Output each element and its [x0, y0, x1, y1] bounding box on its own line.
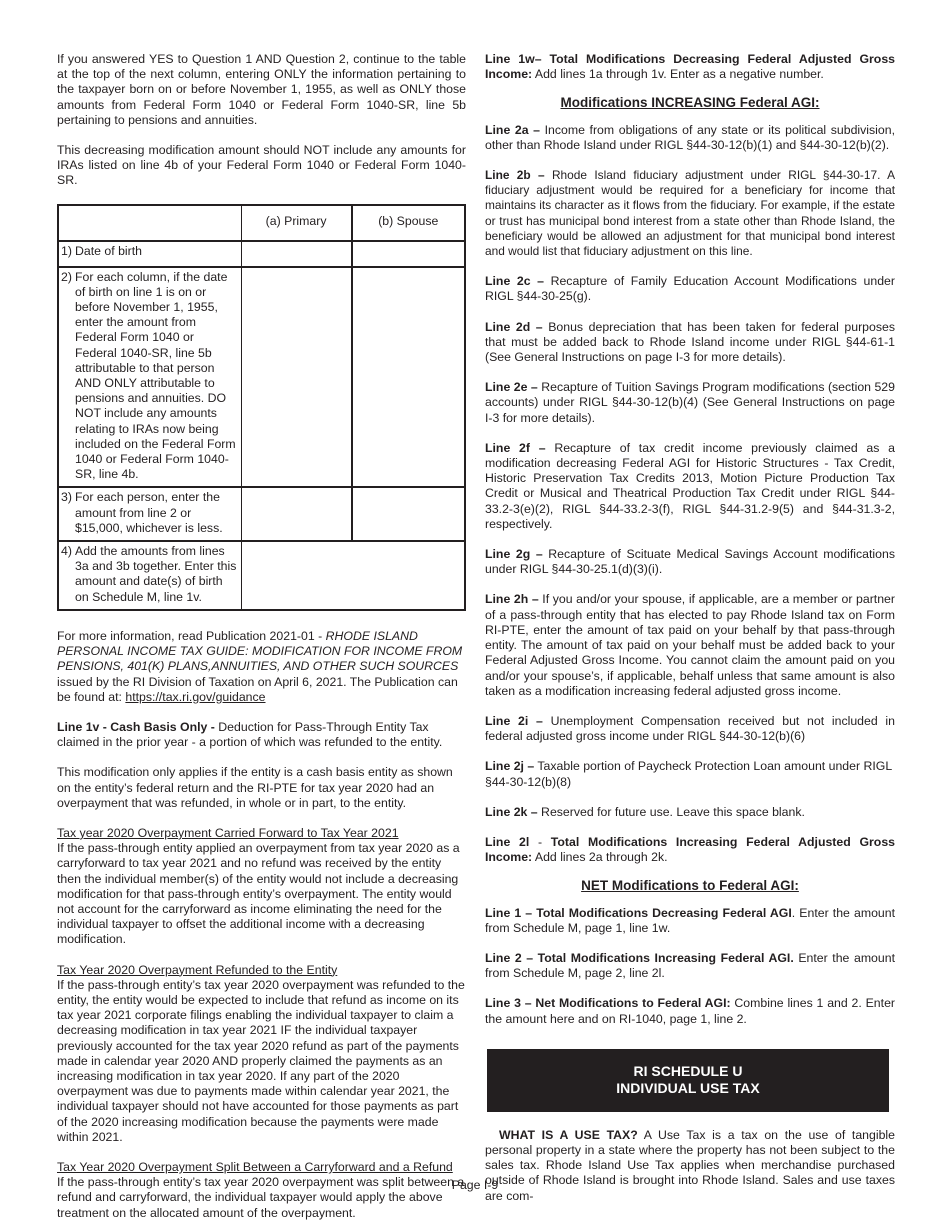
line-2l-text: Add lines 2a through 2k. — [532, 850, 668, 865]
line-label: Line 2c – — [485, 274, 544, 289]
table-row-label — [58, 267, 241, 488]
row-text: For each column, if the date of birth on line 1 is on or before November 1, 1955, enter the amount from Federal Form 1040 or Federal 1040-SR, line 5b attributable to that person AND ONLY attributable to pensions and annuities. DO NOT include any amounts relating to IRAs now being included on the Federal Form 1040 or Federal Form 1040-SR, line 4b. — [75, 269, 236, 482]
line-text: Recapture of Tuition Savings Program modifications (section 529 accounts) under RIGL §44-30-12(b)(4) (See General Instructions on page I-3 for more details). — [485, 380, 895, 425]
line-1v-label: Line 1v - Cash Basis Only - — [57, 719, 215, 734]
line-1v-explanation: This modification only applies if the entity is a cash basis entity as shown on the entity’s federal return and the RI-PTE for tax year 2020 had an overpayment that was refunded, in whole or in part, to the entity. — [57, 765, 453, 810]
row-number: 2) — [61, 269, 72, 284]
line-label: Line 2f – — [485, 440, 546, 455]
line-2g-paragraph — [485, 547, 895, 577]
line-label: Line 2a – — [485, 122, 541, 137]
banner-subtitle: INDIVIDUAL USE TAX — [616, 1079, 760, 1096]
spouse-pension-amount-field[interactable] — [352, 267, 465, 488]
carryforward-section — [57, 826, 466, 948]
line-text: Taxable portion of Paycheck Protection Loan amount under RIGL §44-30-12(b)(8) — [485, 759, 892, 789]
publication-title: RHODE ISLAND PERSONAL INCOME TAX GUIDE: MODIFICATION FOR INCOME FROM PENSIONS, 401(K) PLANS,ANNUITIES, AND OTHER SUCH SOURCES — [57, 628, 463, 674]
row-number: 3) — [61, 490, 72, 505]
line-2l-paragraph — [485, 835, 895, 865]
line-text: . Enter the amount from Schedule M, page 1, line 1w. — [485, 905, 896, 935]
pension-table — [57, 204, 466, 611]
line-2e-paragraph — [485, 380, 895, 426]
primary-dob-field[interactable] — [241, 241, 351, 267]
increasing-heading: Modifications INCREASING Federal AGI: — [560, 95, 820, 111]
line-2l-label: Line 2l — [485, 834, 530, 849]
row-number: 1) — [61, 243, 72, 258]
primary-pension-amount-field[interactable] — [241, 267, 351, 488]
line-text: Unemployment Compensation received but not included in federal adjusted gross income under RIGL §44-30-12(b)(6) — [485, 713, 895, 744]
line-1v-text: Deduction for Pass-Through Entity Tax claimed in the prior year - a portion of which was refunded to the entity. — [57, 719, 443, 750]
left-column — [57, 52, 466, 1221]
line-text: Recapture of Scituate Medical Savings Account modifications under RIGL §44-30-25.1(d)(3)(i). — [485, 547, 895, 577]
line-2a-paragraph — [485, 123, 895, 153]
line-1w-paragraph — [485, 52, 895, 82]
page-number: Page I-9 — [451, 1178, 499, 1192]
line-label: Line 2e – — [485, 380, 538, 395]
line-label: Line 2d – — [485, 319, 543, 334]
line-1v-paragraph — [57, 720, 466, 750]
table-row-label — [58, 241, 241, 267]
publication-prefix: For more information, read Publication 2021-01 - — [57, 628, 326, 643]
refunded-title: Tax Year 2020 Overpayment Refunded to the Entity — [57, 962, 338, 977]
line-label: Line 3 – Net Modifications to Federal AGI: — [485, 996, 731, 1011]
primary-lesser-amount-field[interactable] — [241, 487, 351, 541]
net-line-3-paragraph — [485, 996, 895, 1026]
table-corner-cell — [58, 205, 241, 241]
use-tax-text: A Use Tax is a tax on the use of tangible personal property in a state where the property has not been subject to the sales tax. Rhode Island Use Tax applies when merchandise purchased outside of Rhode Island is brought into Rhode Island. Sales and use taxes are com- — [485, 1127, 895, 1203]
line-label: Line 2j – — [485, 759, 535, 774]
guidance-link[interactable]: https://tax.ri.gov/guidance — [125, 689, 266, 704]
schedule-u-banner — [487, 1049, 889, 1112]
net-line-1-paragraph — [485, 906, 895, 936]
line-text: Income from obligations of any state or its political subdivision, other than Rhode Island under RIGL §44-30-12(b)(1) and §44-30-12(b)(2). — [485, 122, 895, 152]
table-row-label — [58, 541, 241, 610]
net-line-2-paragraph — [485, 951, 895, 981]
line-label: Line 2g – — [485, 547, 543, 562]
line-2d-paragraph — [485, 320, 895, 366]
line-text: Enter the amount from Schedule M, page 2, line 2l. — [485, 950, 895, 981]
intro-paragraph: If you answered YES to Question 1 AND Question 2, continue to the table at the top of the next column, entering ONLY the information pertaining to the taxpayer born on or before November 1, 1955, as well as ONLY those amounts from Federal Form 1040 or Federal Form 1040-SR, line 5b pertaining to pensions and annuities. — [57, 52, 466, 127]
line-text: Bonus depreciation that has been taken for federal purposes that must be added back to Rhode Island income under RIGL §44-61-1 (See General Instructions on page I-3 for more details). — [485, 319, 895, 365]
line-label: Line 2i – — [485, 713, 543, 728]
line-label: Line 2b – — [485, 168, 545, 183]
use-tax-label: WHAT IS A USE TAX? — [499, 1127, 638, 1142]
line-label: Line 1 – Total Modifications Decreasing Federal AGI — [485, 905, 792, 920]
line-2c-paragraph — [485, 274, 895, 304]
spouse-lesser-amount-field[interactable] — [352, 487, 465, 541]
table-row-label — [58, 487, 241, 541]
refunded-section — [57, 963, 466, 1145]
carryforward-title: Tax year 2020 Overpayment Carried Forward to Tax Year 2021 — [57, 825, 399, 840]
row-number: 4) — [61, 544, 72, 559]
line-text: Recapture of tax credit income previously claimed as a modification decreasing Federal AGI for Historic Structures - Tax Credit, Historic Preservation Tax Credits 2013, Motion Picture Production Tax Credit or Musical and Theatrical Production Tax Credit under RIGL §44-33.2-3(e)(2), RIGL §44-33.2-3(f), RIGL §44-31.2-9(5) and §44-31.3-2, respectively. — [485, 440, 895, 531]
line-text: Combine lines 1 and 2. Enter the amount here and on RI-1040, page 1, line 2. — [485, 996, 895, 1026]
publication-suffix: issued by the RI Division of Taxation on April 6, 2021. The Publication can be found at: — [57, 674, 458, 704]
row-text: Add the amounts from lines 3a and 3b together. Enter this amount and date(s) of birth on Schedule M, line 1v. — [75, 544, 237, 604]
banner-title: RI SCHEDULE U — [633, 1062, 743, 1079]
net-heading: NET Modifications to Federal AGI: — [581, 878, 799, 894]
line-1w-label: Line 1w– Total Modifications Decreasing Federal Adjusted Gross Income: — [485, 52, 895, 82]
total-amount-field[interactable] — [241, 541, 465, 610]
refunded-text: If the pass-through entity’s tax year 2020 overpayment was refunded to the entity, the entity would be expected to include that refund as income on its tax year 2021 corporate filings enabling the individual taxpayer to claim a decreasing modification in tax year 2021 IF the individual taxpayer previously accounted for the tax year 2020 refund as part of the payments made in calendar year 2020 AND properly claimed the payments as an increasing modification in tax year 2020. If any part of the 2020 overpayment was due to payments made within calendar year 2021, the individual taxpayer should not have accounted for those payments as part of the 2020 increasing modification because the payments were made within 2021. — [57, 977, 465, 1144]
publication-paragraph — [57, 629, 466, 705]
line-2k-paragraph — [485, 805, 895, 820]
col-header-spouse: (b) Spouse — [352, 205, 465, 241]
line-2b-paragraph — [485, 168, 895, 259]
ira-note-paragraph: This decreasing modification amount should NOT include any amounts for IRAs listed on line 4b of your Federal Form 1040 or Federal Form 1040-SR. — [57, 143, 466, 188]
row-text: For each person, enter the amount from line 2 or $15,000, whichever is less. — [75, 490, 223, 535]
line-2h-paragraph — [485, 592, 895, 698]
line-2j-paragraph — [485, 759, 895, 789]
line-text: If you and/or your spouse, if applicable, are a member or partner of a pass-through entity that has elected to pay Rhode Island tax on Form RI-PTE, enter the amount of tax paid on your behalf by that pass-through entity. The amount of tax paid on your behalf must be added back to your Federal Adjusted Gross Income. You cannot claim the amount paid on you and/or your spouse’s, if applicable, behalf unless that same amount is also taken as a modification increasing federal adjusted gross income. — [485, 592, 895, 698]
line-text: Rhode Island fiduciary adjustment under RIGL §44-30-17. A fiduciary adjustment would be required for a beneficiary for income that maintains its character as it flows from the fiduciary. For example, if the estate or trust has municipal bond interest from a state other than Rhode Island, the beneficiary would be allowed an adjustment for that municipal bond interest and would list that fiduciary adjustment on this line. — [485, 168, 895, 259]
line-text: Recapture of Family Education Account Modifications under RIGL §44-30-25(g). — [485, 274, 895, 304]
split-title: Tax Year 2020 Overpayment Split Between a Carryforward and a Refund — [57, 1159, 453, 1174]
line-text: Reserved for future use. Leave this space blank. — [537, 804, 805, 819]
line-1w-text: Add lines 1a through 1v. Enter as a negative number. — [532, 67, 824, 82]
split-text: If the pass-through entity’s tax year 2020 overpayment was split between a refund and carryforward, the individual taxpayer would apply the above treatment on the allocated amount of the overpayment. — [57, 1175, 465, 1220]
line-label: Line 2 – Total Modifications Increasing Federal AGI. — [485, 950, 794, 965]
right-column — [485, 52, 895, 1204]
line-2l-dash: - — [529, 834, 551, 849]
line-2l-title: Total Modifications Increasing Federal Adjusted Gross Income: — [485, 834, 895, 865]
line-2i-paragraph — [485, 714, 895, 744]
line-2f-paragraph — [485, 441, 895, 532]
col-header-primary: (a) Primary — [241, 205, 351, 241]
carryforward-text: If the pass-through entity applied an overpayment from tax year 2020 as a carryforward to tax year 2021 and no refund was received by the entity then the individual member(s) of the entity would not include a decreasing modification for that pass-through entity’s overpayment. The entity would not account for the carryforward as income eliminating the need for the individual taxpayer to offset the additional income with a decreasing modification. — [57, 841, 460, 947]
line-label: Line 2h – — [485, 592, 539, 607]
row-text: Date of birth — [75, 243, 142, 258]
line-label: Line 2k – — [485, 804, 538, 819]
spouse-dob-field[interactable] — [352, 241, 465, 267]
